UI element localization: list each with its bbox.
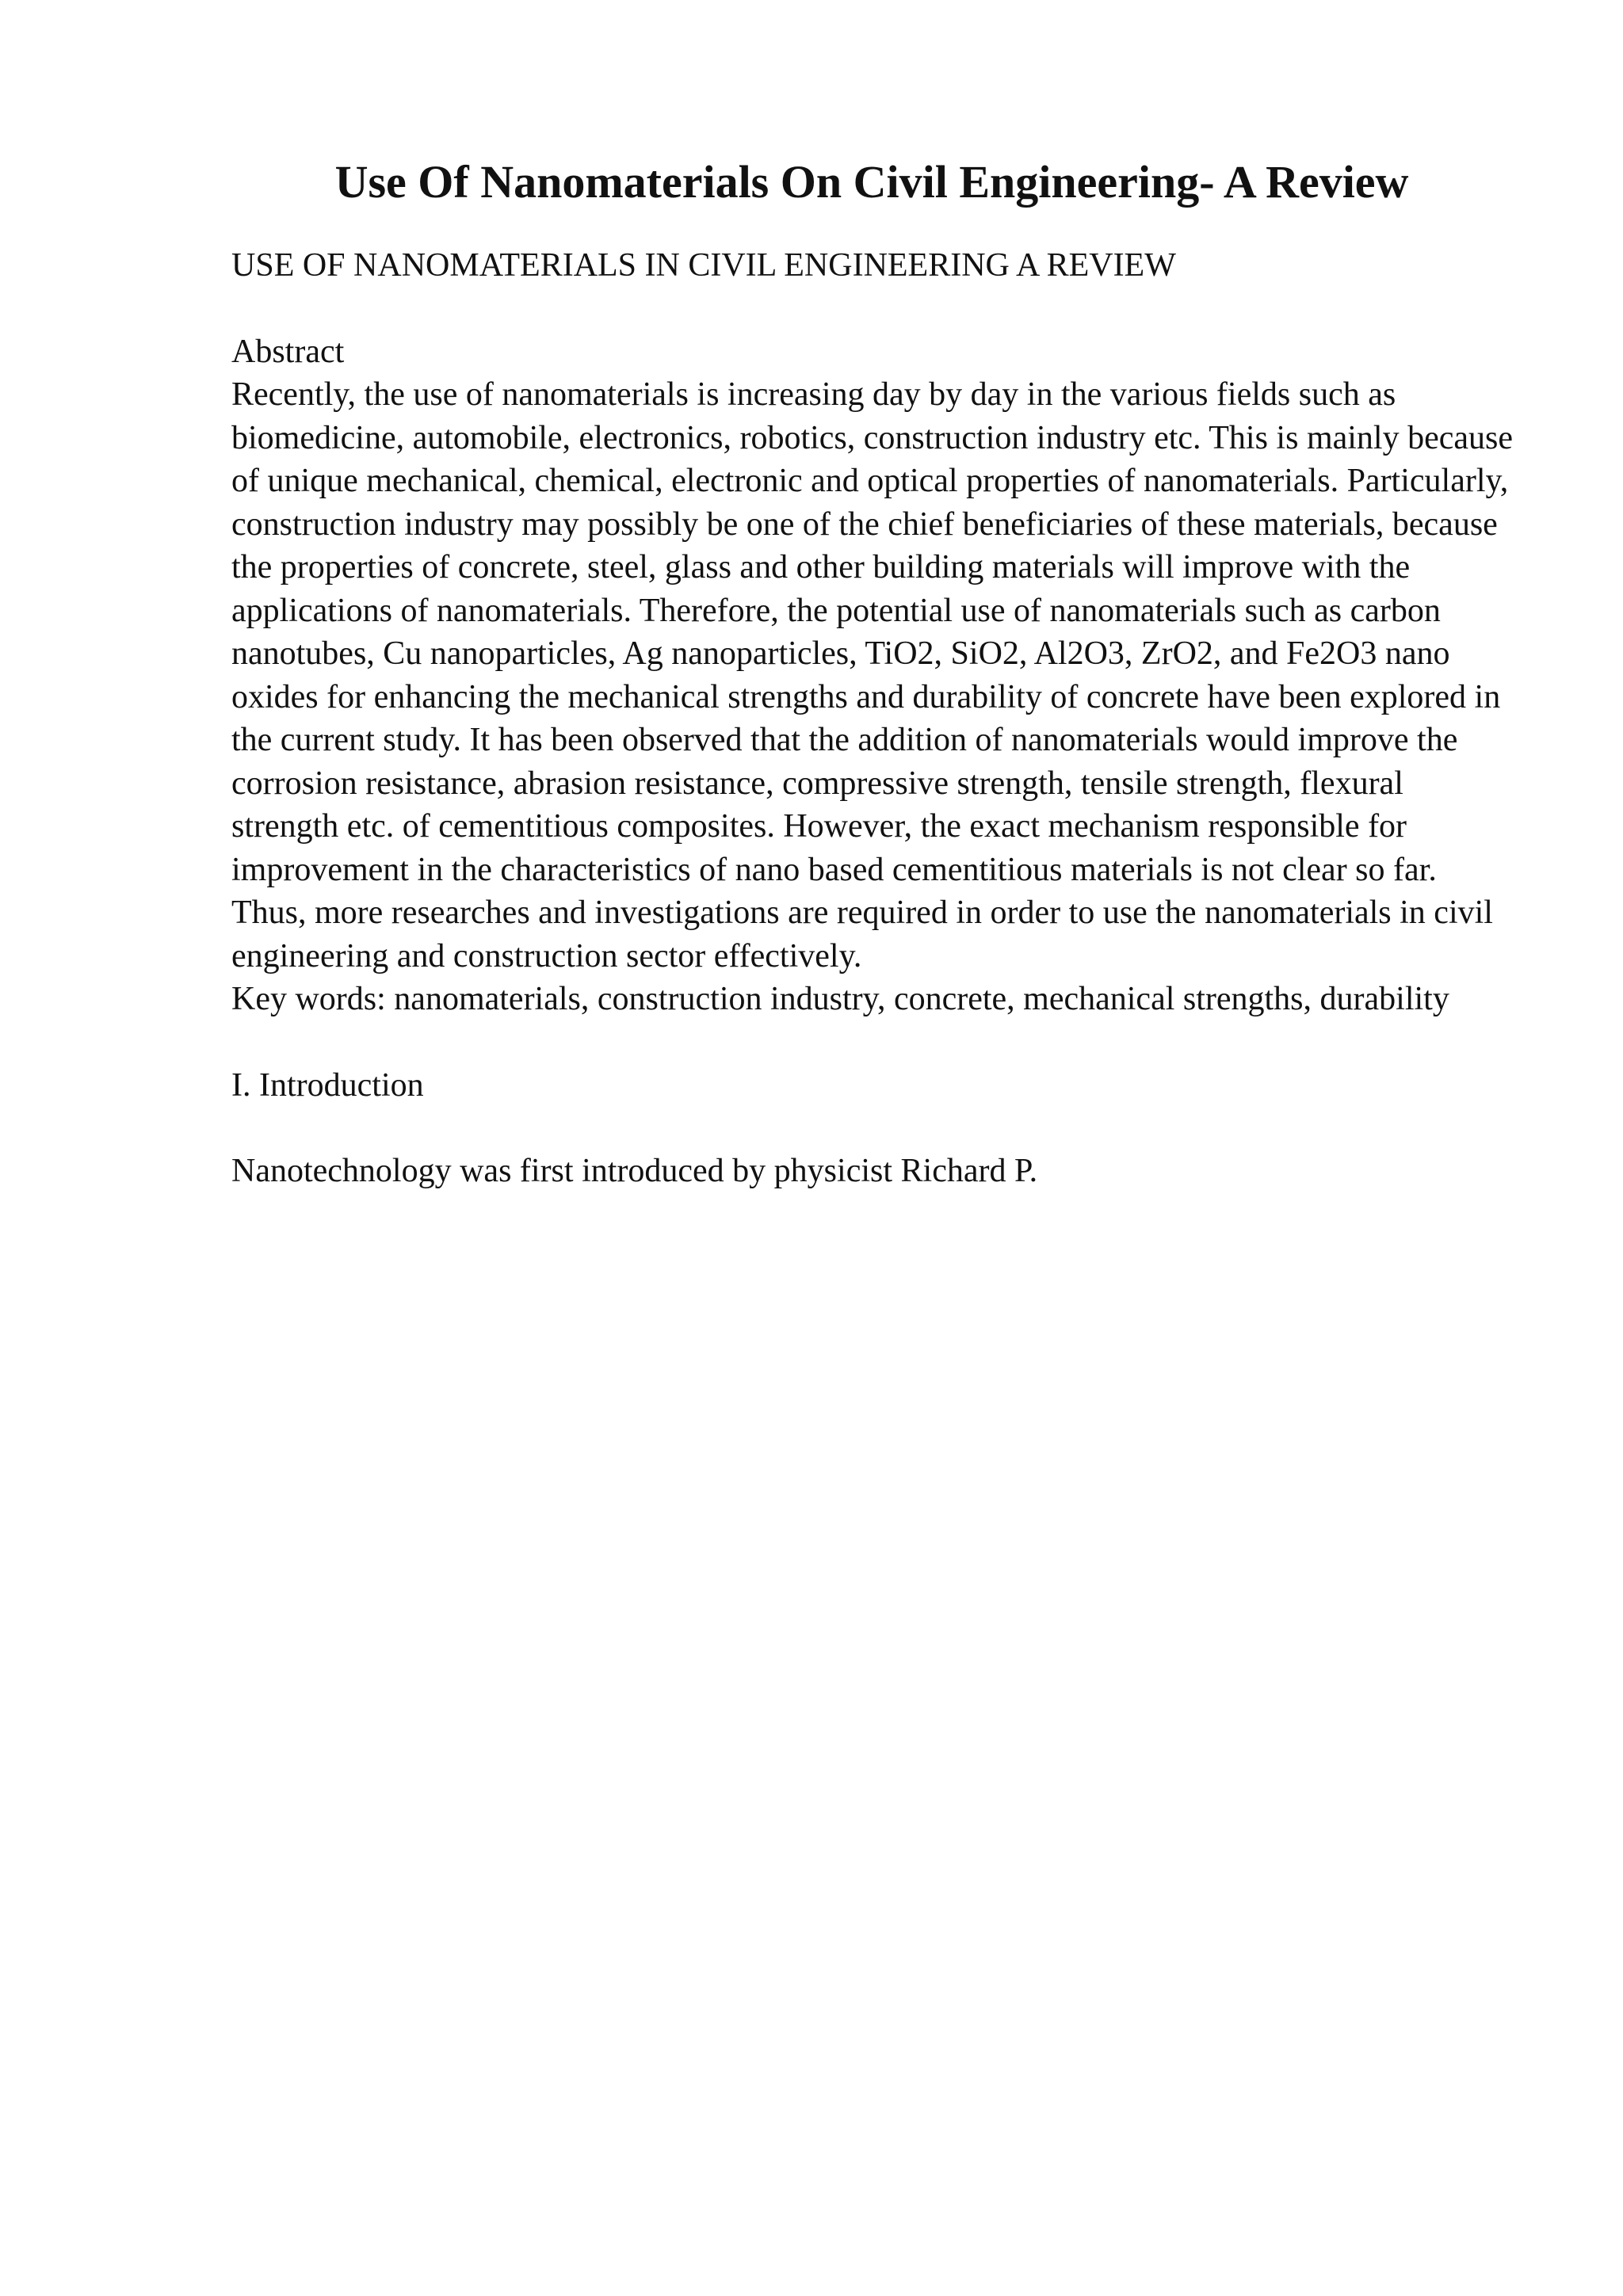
abstract-heading: Abstract: [231, 333, 345, 370]
abstract-text: Recently, the use of nanomaterials is increasing day by day in the various fields such as biomedicine, automobile, electronics, robotics, construction industry etc. This is mainly because of unique mechanical, chemical, electronic and optical properties of nanomaterials. Particularly, construction industry may possibly be one of the chief beneficiaries of these materials, because the properties of concrete, steel, glass and other building materials will improve with the applications of nanomaterials. Therefore, the potential use of nanomaterials such as carbon nanotubes, Cu nanoparticles, Ag nanoparticles, TiO2, SiO2, Al2O3, ZrO2, and Fe2O3 nano oxides for enhancing the mechanical strengths and durability of concrete have been explored in the current study. It has been observed that the addition of nanomaterials would improve the corrosion resistance, abrasion resistance, compressive strength, tensile strength, flexural strength etc. of cementitious composites. However, the exact mechanism responsible for improvement in the characteristics of nano based cementitious materials is not clear so far. Thus, more researches and investigations are required in order to use the nanomaterials in civil engineering and construction sector effectively.: [231, 376, 1513, 974]
keywords: Key words: nanomaterials, construction industry, concrete, mechanical strengths, durability: [231, 981, 1449, 1017]
document-body: [231, 244, 1515, 1193]
document-subtitle: USE OF NANOMATERIALS IN CIVIL ENGINEERING A REVIEW: [231, 247, 1176, 284]
introduction-paragraph: Nanotechnology was first introduced by physicist Richard P.: [231, 1153, 1038, 1189]
section-heading-introduction: I. Introduction: [231, 1066, 424, 1104]
document-title: Use Of Nanomaterials On Civil Engineering- A Review: [334, 156, 1409, 208]
